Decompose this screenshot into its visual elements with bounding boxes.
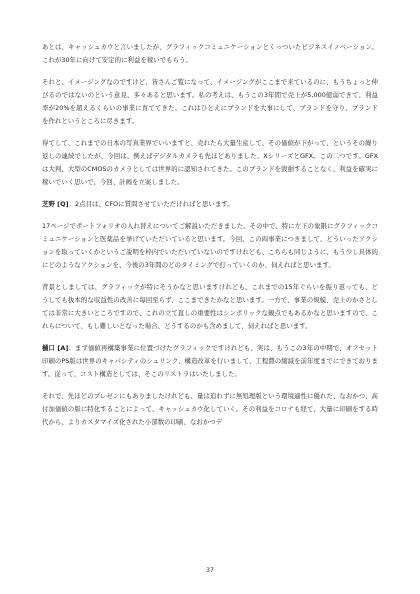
paragraph-7 [42, 342, 378, 381]
paragraph-text: ：まず価値再構築事業に位置づけたグラフィックですけれども、実は、もうこの3年の中期で、オフセット印刷のPS版は世界のキャパシティのシュリンク、構造改革を行いまして、工程費の縮減を前年度までにできております。従って、コスト構造としては、そこのリストラはいたしました。 [42, 344, 378, 378]
paragraph-text: 得てして、これまでの日本の写真業界でいいますと、売れたら大量生産して、その価値が下がって、というその繰り返しの連続でしたが、今回は、例えばデジタルカメラも先ほどありました、XシリーズとGFX。この二つです。GFXは大判、大型のCMOSのカメラとしては世界的に認知されてきた。このブランドを毀損することなく、利益を確実に稼いでいく思いで、今回、計画を立案しました。 [42, 139, 378, 186]
paragraph-2 [42, 76, 378, 128]
paragraph-1 [42, 41, 378, 67]
paragraph-3 [42, 137, 378, 189]
paragraph-text: あとは、キャッシュカウと言いましたが、グラフィックコミュニケーションとくっついたビジネスイノベーション。これが30年に向けて安定的に利益を稼いでもらう。 [42, 43, 378, 64]
page-number: 37 [206, 567, 214, 574]
paragraph-text: 背景としましては、グラフィックが特にそうかなと思いますけれども、これまでの15年ぐらいを振り返っても、どうしても抜本的な収益性の改善に毎回至らず、ここまできたかなと思います。一方で、事業の規模、売上のかさとしては非常に大きいところですので、これの立て直しの重要性はシンボリックな観点でもあるかなと思いますので、これらについて、もし難しいとなった場合、どうするのかも含めまして、伺えればと思います。 [42, 283, 378, 330]
paragraph-text: 17ページでポートフォリオの入れ替えについてご解説いただきました。その中で、特に左下の象限にグラフィックコミュニケーションと医薬品を挙げていただいていると思います。今回、この両事業につきまして、どういったアクションを取っていくかというご説明を枠内でいただいていないのですけれども、こちらも同じように、もう少し具体的にどのようなアクションを、今後の3年間のどのタイミングで打っていくのか、伺えればと思います。 [42, 222, 378, 269]
paragraph-text: それと、イメージングなのですけど、皆さんご覧になって、イメージングがここまで来ているのに、もうちょっと伸びるのではないのという意見、多々あると思います。私の考えは、もうこの3年間で売上が5,000億弱できて、利益率が20%を超えるくらいの事業に育ててきた。これはひとえにブランドを大事にして、ブランドを守り、ブランドを作れというところに尽きます。 [42, 78, 378, 125]
paragraph-text: それで、先ほどのプレゼンにもありましたけれども、量は追わずに無処理版という環境適性に優れた、なおかつ、高付加価値の版に特化することによって、キャッシュカウ化していく。その利益をコロナも経て、大量に印刷をする時代から、よりカスタマイズ化された小部数の印刷、なおかつデ [42, 392, 378, 426]
paragraph-text: ：2点目は、CFOに質問させていただければと思います。 [68, 200, 234, 208]
speaker-label: 樋口 [A] [42, 344, 69, 352]
document-body [42, 41, 378, 429]
paragraph-4 [42, 198, 378, 211]
paragraph-5 [42, 220, 378, 272]
speaker-label: 芝野 [Q] [42, 200, 69, 208]
paragraph-8 [42, 390, 378, 429]
paragraph-6 [42, 281, 378, 333]
